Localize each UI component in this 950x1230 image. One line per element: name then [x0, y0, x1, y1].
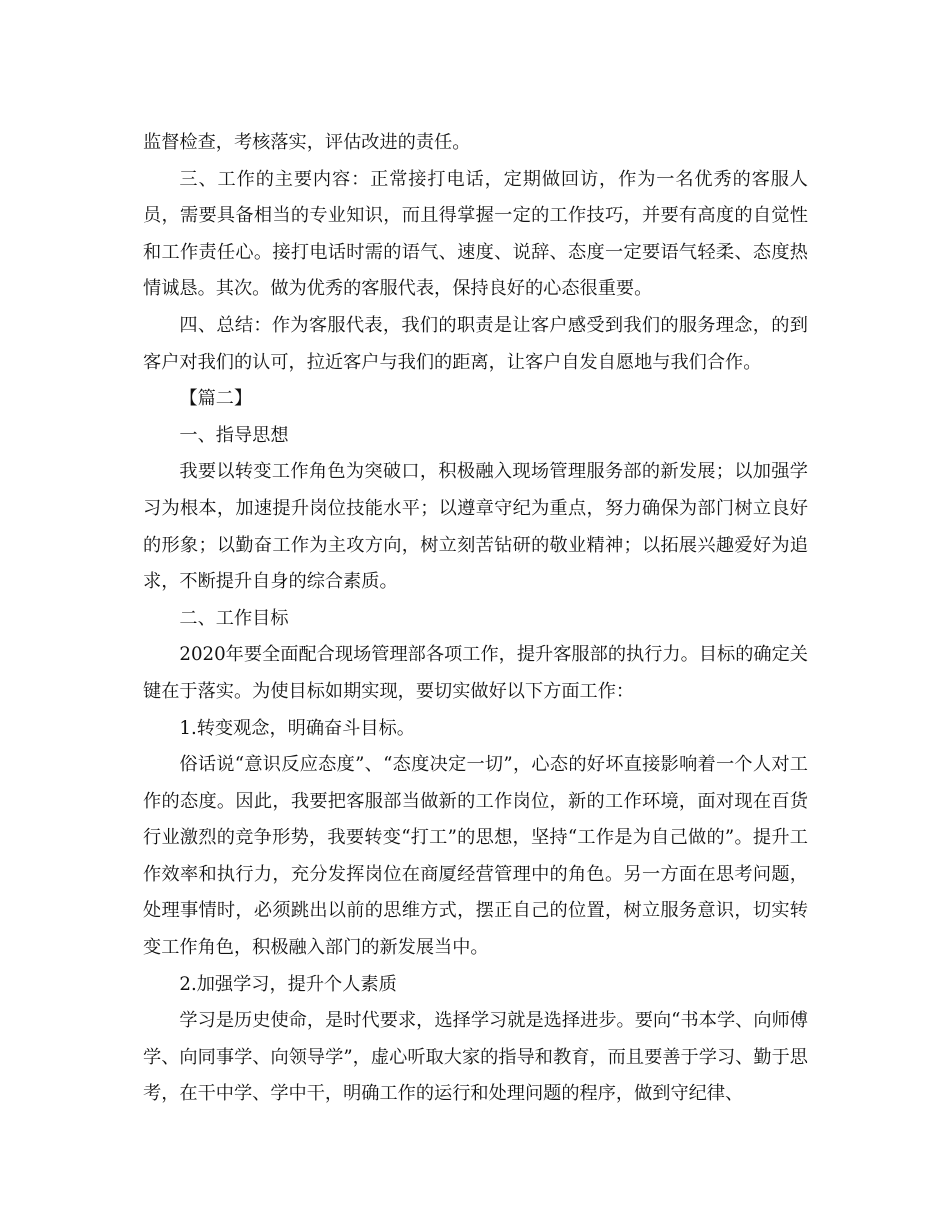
paragraph-3: 四、总结：作为客服代表，我们的职责是让客户感受到我们的服务理念，的到客户对我们的认可，拉近客户与我们的距离，让客户自发自愿地与我们合作。 — [143, 314, 808, 373]
paragraph-10: 俗话说“意识反应态度”、“态度决定一切”，心态的好坏直接影响着一个人对工作的态度。因此，我要把客服部当做新的工作岗位，新的工作环境，面对现在百货行业激烈的竞争形势，我要转变“打工”的思想，坚持“工作是为自己做的”。提升工作效率和执行力，充分发挥岗位在商厦经营管理中的角色。另一方面在思考问题，处理事情时，必须跳出以前的思维方式，摆正自己的位置，树立服务意识，切实转变工作角色，积极融入部门的新发展当中。 — [143, 754, 808, 959]
subheading-1: 1.转变观念，明确奋斗目标。 — [179, 717, 415, 739]
section-heading-work-goals: 二、工作目标 — [179, 607, 289, 629]
section-heading-guiding-ideology: 一、指导思想 — [179, 424, 289, 446]
subheading-2: 2.加强学习，提升个人素质 — [179, 973, 397, 995]
paragraph-8: 2020年要全面配合现场管理部各项工作，提升客服部的执行力。目标的确定关键在于落实。为使目标如期实现，要切实做好以下方面工作： — [143, 644, 808, 702]
section-heading-part-two: 【篇二】 — [179, 388, 253, 410]
paragraph-1: 监督检查，考核落实，评估改进的责任。 — [143, 132, 471, 153]
paragraph-2: 三、工作的主要内容：正常接打电话，定期做回访，作为一名优秀的客服人员，需要具备相当的专业知识，而且得掌握一定的工作技巧，并要有高度的自觉性和工作责任心。接打电话时需的语气、速度、说辞、态度一定要语气轻柔、态度热情诚恳。其次。做为优秀的客服代表，保持良好的心态很重要。 — [143, 168, 808, 300]
paragraph-12: 学习是历史使命，是时代要求，选择学习就是选择进步。要向“书本学、向师傅学、向同事学、向领导学”，虚心听取大家的指导和教育，而且要善于学习、勤于思考，在干中学、学中干，明确工作的运行和处理问题的程序，做到守纪律、 — [143, 1010, 808, 1105]
document-body — [143, 125, 808, 1113]
paragraph-6: 我要以转变工作角色为突破口，积极融入现场管理服务部的新发展；以加强学习为根本，加速提升岗位技能水平；以遵章守纪为重点，努力确保为部门树立良好的形象；以勤奋工作为主攻方向，树立刻苦钻研的敬业精神；以拓展兴趣爱好为追求，不断提升自身的综合素质。 — [143, 461, 808, 593]
